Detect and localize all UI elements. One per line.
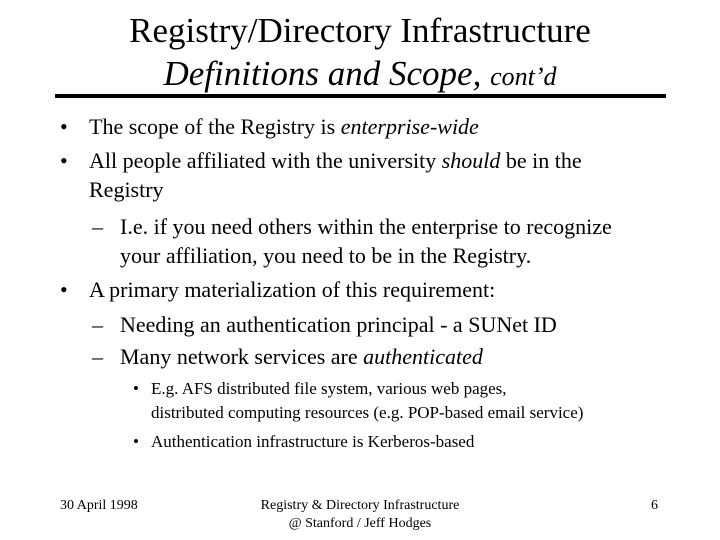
bullet-marker: • (60, 277, 68, 302)
bullet-affiliated-cont: Registry (89, 177, 164, 202)
bullet-text: be in the (500, 148, 582, 173)
dash-marker: – (92, 344, 103, 369)
bullet-marker: • (60, 114, 68, 139)
bullet-text: All people affiliated with the university (89, 148, 442, 173)
page-number: 6 (651, 498, 658, 513)
footer-title-line2: @ Stanford / Jeff Hodges (288, 516, 432, 531)
sub-bullet-recognize-cont: your affiliation, you need to be in the Registry. (120, 243, 532, 268)
footer-date: 30 April 1998 (60, 498, 138, 513)
bullet-text: The scope of the Registry is (89, 114, 341, 139)
sub-bullet-services (120, 344, 483, 370)
dash-marker: – (92, 312, 103, 337)
footer-title (180, 497, 540, 533)
bullet-marker: • (133, 379, 139, 398)
bullet-emphasis: enterprise-wide (340, 114, 479, 139)
sub-bullet-recognize: I.e. if you need others within the enterprise to recognize (120, 214, 612, 239)
bullet-scope (89, 114, 479, 140)
title-divider (55, 94, 666, 98)
subtitle-contd: cont’d (490, 62, 557, 91)
slide-subtitle (0, 53, 720, 98)
dash-marker: – (92, 214, 103, 239)
sub-bullet-principal: Needing an authentication principal - a SUNet ID (120, 312, 557, 337)
item-afs: E.g. AFS distributed file system, various web pages, (151, 379, 507, 398)
slide-title: Registry/Directory Infrastructure (129, 11, 591, 50)
bullet-text: Many network services are (120, 344, 364, 369)
item-afs-cont: distributed computing resources (e.g. POP-based email service) (151, 403, 584, 422)
bullet-marker: • (60, 148, 68, 173)
bullet-affiliated (89, 148, 582, 174)
footer-title-line1: Registry & Directory Infrastructure (260, 498, 460, 513)
item-kerberos: Authentication infrastructure is Kerberos-based (151, 432, 475, 451)
bullet-emphasis: should (441, 148, 501, 173)
bullet-emphasis: authenticated (363, 344, 483, 369)
bullet-materialization: A primary materialization of this requirement: (89, 277, 496, 302)
bullet-marker: • (133, 432, 139, 451)
subtitle-main: Definitions and Scope, (163, 54, 491, 93)
